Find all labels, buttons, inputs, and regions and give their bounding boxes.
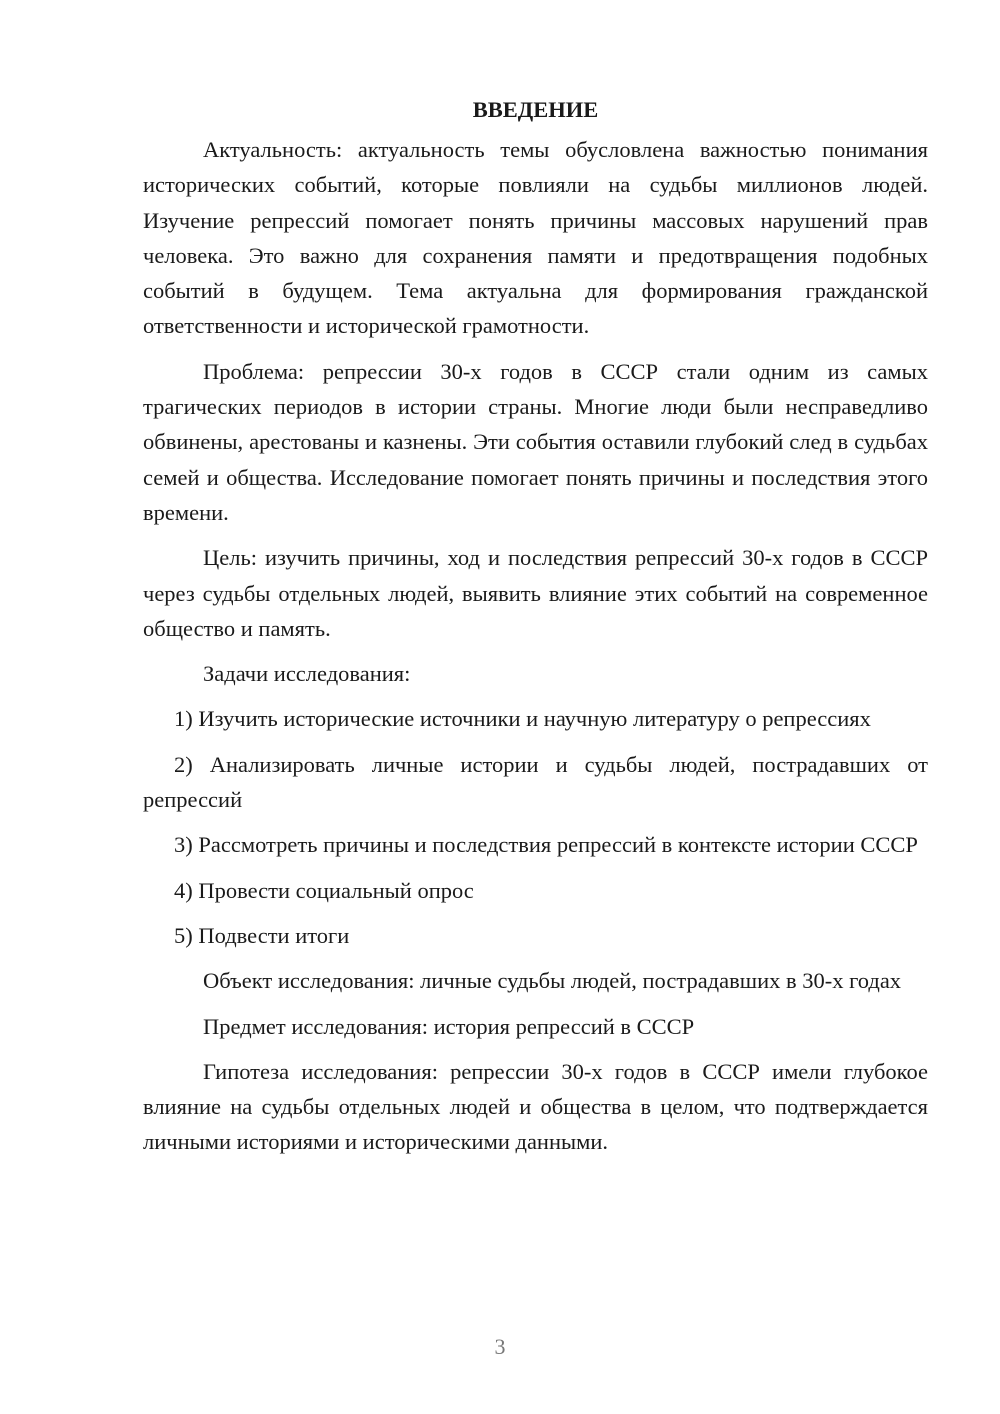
task-item: 1) Изучить исторические источники и научную литературу о репрессиях bbox=[174, 706, 871, 732]
problem-paragraph: Проблема: репрессии 30-х годов в СССР стали одним из самых трагических периодов в истории страны. Многие люди были несправедливо обвинены, арестованы и казнены. Эти события оставили глубокий след в судьбах семей и общества. Исследование помогает понять причины и последствия этого времени. bbox=[143, 358, 928, 525]
hypothesis-paragraph: Гипотеза исследования: репрессии 30-х годов в СССР имели глубокое влияние на судьбы отдельных людей и общества в целом, что подтверждается личными историями и историческими данными. bbox=[143, 1058, 928, 1155]
page-number: 3 bbox=[494, 1334, 506, 1359]
section-title: ВВЕДЕНИЕ bbox=[472, 97, 599, 122]
tasks-heading: Задачи исследования: bbox=[203, 661, 411, 687]
goal-paragraph: Цель: изучить причины, ход и последствия репрессий 30-х годов в СССР через судьбы отдельных людей, выявить влияние этих событий на современное общество и память. bbox=[143, 545, 928, 641]
document-page bbox=[143, 92, 928, 1160]
task-item: 2) Анализировать личные истории и судьбы людей, пострадавших от репрессий bbox=[143, 751, 928, 813]
object-paragraph: Объект исследования: личные судьбы людей, пострадавших в 30-х годах bbox=[203, 968, 902, 994]
relevance-paragraph: Актуальность: актуальность темы обусловлена важностью понимания исторических событий, которые повлияли на судьбы миллионов людей. Изучение репрессий помогает понять причины массовых нарушений прав человека. Это важно для сохранения памяти и предотвращения подобных событий в будущем. Тема актуальна для формирования гражданской ответственности и исторической грамотности. bbox=[143, 137, 928, 339]
task-item: 3) Рассмотреть причины и последствия репрессий в контексте истории СССР bbox=[174, 832, 918, 858]
task-item: 5) Подвести итоги bbox=[174, 922, 350, 948]
subject-paragraph: Предмет исследования: история репрессий в СССР bbox=[203, 1013, 695, 1039]
task-item: 4) Провести социальный опрос bbox=[174, 877, 474, 903]
